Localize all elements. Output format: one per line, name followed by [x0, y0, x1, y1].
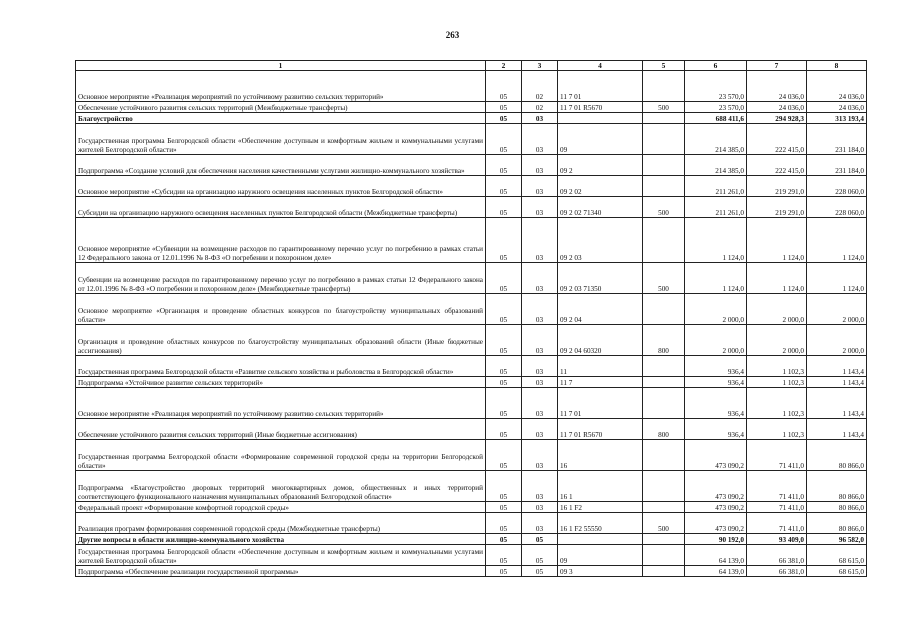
row-name: Реализация программ формирования современной городской среды (Межбюджетные трансферты)	[76, 513, 486, 534]
expense-type-code	[643, 113, 685, 124]
subsection-code: 03	[522, 197, 558, 218]
amount-col7: 1 124,0	[747, 218, 807, 263]
table-row	[76, 502, 867, 513]
target-article-code: 09	[558, 124, 643, 155]
amount-col7: 71 411,0	[747, 502, 807, 513]
amount-col6: 211 261,0	[685, 176, 747, 197]
target-article-code: 09 2 04	[558, 294, 643, 325]
amount-col6: 1 124,0	[685, 263, 747, 294]
subsection-code: 03	[522, 325, 558, 356]
table-row	[76, 155, 867, 176]
target-article-code: 11 7 01 R5670	[558, 102, 643, 113]
amount-col6: 473 090,2	[685, 502, 747, 513]
table-row	[76, 440, 867, 471]
subsection-code: 03	[522, 377, 558, 388]
amount-col6: 936,4	[685, 419, 747, 440]
section-code: 05	[486, 534, 522, 545]
expense-type-code	[643, 71, 685, 102]
amount-col6: 936,4	[685, 356, 747, 377]
subsection-code: 03	[522, 356, 558, 377]
subsection-code: 03	[522, 388, 558, 419]
page-number: 263	[445, 30, 460, 40]
target-article-code: 11 7 01	[558, 71, 643, 102]
col-header: 3	[522, 61, 558, 71]
amount-col8: 68 615,0	[807, 545, 867, 566]
amount-col8: 2 000,0	[807, 325, 867, 356]
amount-col6: 2 000,0	[685, 294, 747, 325]
table-row	[76, 513, 867, 534]
amount-col6: 473 090,2	[685, 471, 747, 502]
target-article-code: 11 7 01 R5670	[558, 419, 643, 440]
expense-type-code: 500	[643, 197, 685, 218]
amount-col8: 231 184,0	[807, 155, 867, 176]
row-name: Основное мероприятие «Субсидии на организацию наружного освещения населенных пунктов Белгородской области»	[76, 176, 486, 197]
target-article-code: 09 2 02 71340	[558, 197, 643, 218]
table-row	[76, 176, 867, 197]
section-code: 05	[486, 71, 522, 102]
expense-type-code	[643, 440, 685, 471]
target-article-code	[558, 113, 643, 124]
table-row	[76, 419, 867, 440]
amount-col7: 294 928,3	[747, 113, 807, 124]
subsection-code: 03	[522, 263, 558, 294]
table-row	[76, 102, 867, 113]
row-name: Подпрограмма «Устойчивое развитие сельских территорий»	[76, 377, 486, 388]
expense-type-code	[643, 377, 685, 388]
amount-col6: 64 139,0	[685, 545, 747, 566]
target-article-code: 09 3	[558, 566, 643, 577]
table-row	[76, 294, 867, 325]
amount-col7: 2 000,0	[747, 325, 807, 356]
amount-col7: 1 102,3	[747, 388, 807, 419]
row-name: Благоустройство	[76, 113, 486, 124]
amount-col7: 24 036,0	[747, 71, 807, 102]
table-body	[76, 71, 867, 577]
col-header: 7	[747, 61, 807, 71]
amount-col6: 1 124,0	[685, 218, 747, 263]
amount-col6: 473 090,2	[685, 440, 747, 471]
subsection-code: 03	[522, 513, 558, 534]
target-article-code: 09 2	[558, 155, 643, 176]
amount-col7: 93 409,0	[747, 534, 807, 545]
section-code: 05	[486, 102, 522, 113]
amount-col6: 473 090,2	[685, 513, 747, 534]
section-code: 05	[486, 377, 522, 388]
amount-col8: 1 143,4	[807, 356, 867, 377]
expense-type-code	[643, 155, 685, 176]
subsection-code: 05	[522, 566, 558, 577]
table-row	[76, 218, 867, 263]
amount-col7: 1 102,3	[747, 356, 807, 377]
expense-type-code	[643, 356, 685, 377]
col-header: 4	[558, 61, 643, 71]
row-name: Государственная программа Белгородской области «Формирование современной городской среды на территории Белгородской области»	[76, 440, 486, 471]
amount-col6: 214 385,0	[685, 124, 747, 155]
amount-col7: 1 102,3	[747, 419, 807, 440]
col-header: 6	[685, 61, 747, 71]
table-row	[76, 197, 867, 218]
expense-type-code: 500	[643, 263, 685, 294]
budget-table	[75, 60, 867, 577]
amount-col6: 214 385,0	[685, 155, 747, 176]
amount-col7: 24 036,0	[747, 102, 807, 113]
amount-col8: 1 124,0	[807, 218, 867, 263]
target-article-code: 09	[558, 545, 643, 566]
row-name: Основное мероприятие «Реализация мероприятий по устойчивому развитию сельских территорий»	[76, 71, 486, 102]
expense-type-code: 500	[643, 513, 685, 534]
amount-col7: 71 411,0	[747, 513, 807, 534]
amount-col7: 1 102,3	[747, 377, 807, 388]
subsection-code: 03	[522, 176, 558, 197]
target-article-code: 16 1 F2 55550	[558, 513, 643, 534]
row-name: Субвенции на возмещение расходов по гарантированному перечню услуг по погребению в рамках статьи 12 Федерального закона от 12.01.1996 № 8-ФЗ «О погребении и похоронном деле» (Межбюджетные трансферты)	[76, 263, 486, 294]
subsection-code: 05	[522, 534, 558, 545]
header-row	[76, 61, 867, 71]
row-name: Федеральный проект «Формирование комфортной городской среды»	[76, 502, 486, 513]
amount-col7: 71 411,0	[747, 471, 807, 502]
amount-col6: 23 570,0	[685, 71, 747, 102]
amount-col7: 219 291,0	[747, 197, 807, 218]
amount-col7: 71 411,0	[747, 440, 807, 471]
amount-col6: 936,4	[685, 388, 747, 419]
row-name: Организация и проведение областных конкурсов по благоустройству муниципальных образований области (Иные бюджетные ассигнования)	[76, 325, 486, 356]
target-article-code: 16 1 F2	[558, 502, 643, 513]
section-code: 05	[486, 325, 522, 356]
amount-col6: 211 261,0	[685, 197, 747, 218]
target-article-code	[558, 534, 643, 545]
amount-col7: 222 415,0	[747, 124, 807, 155]
table-row	[76, 534, 867, 545]
row-name: Основное мероприятие «Организация и проведение областных конкурсов по благоустройству муниципальных образований области»	[76, 294, 486, 325]
amount-col8: 24 036,0	[807, 102, 867, 113]
section-code: 05	[486, 263, 522, 294]
expense-type-code	[643, 566, 685, 577]
table-row	[76, 113, 867, 124]
section-code: 05	[486, 176, 522, 197]
section-code: 05	[486, 124, 522, 155]
table-row	[76, 545, 867, 566]
row-name: Другие вопросы в области жилищно-коммунального хозяйства	[76, 534, 486, 545]
target-article-code: 16 1	[558, 471, 643, 502]
row-name: Государственная программа Белгородской области «Обеспечение доступным и комфортным жильем и коммунальными услугами жителей Белгородской области»	[76, 545, 486, 566]
section-code: 05	[486, 502, 522, 513]
row-name: Обеспечение устойчивого развития сельских территорий (Межбюджетные трансферты)	[76, 102, 486, 113]
amount-col8: 80 866,0	[807, 502, 867, 513]
table-row	[76, 325, 867, 356]
row-name: Подпрограмма «Благоустройство дворовых территорий многоквартирных домов, общественных и иных территорий соответствующего функционального назначения муниципальных образований Белгородской области»	[76, 471, 486, 502]
table-row	[76, 71, 867, 102]
subsection-code: 03	[522, 155, 558, 176]
amount-col8: 80 866,0	[807, 440, 867, 471]
amount-col6: 64 139,0	[685, 566, 747, 577]
expense-type-code	[643, 124, 685, 155]
expense-type-code	[643, 388, 685, 419]
amount-col7: 66 381,0	[747, 566, 807, 577]
col-header: 8	[807, 61, 867, 71]
subsection-code: 02	[522, 102, 558, 113]
amount-col8: 1 143,4	[807, 419, 867, 440]
amount-col7: 219 291,0	[747, 176, 807, 197]
subsection-code: 05	[522, 545, 558, 566]
amount-col6: 90 192,0	[685, 534, 747, 545]
amount-col8: 313 193,4	[807, 113, 867, 124]
table-row	[76, 124, 867, 155]
amount-col8: 80 866,0	[807, 471, 867, 502]
table-row	[76, 388, 867, 419]
expense-type-code	[643, 471, 685, 502]
table-row	[76, 263, 867, 294]
amount-col8: 228 060,0	[807, 197, 867, 218]
target-article-code: 09 2 04 60320	[558, 325, 643, 356]
amount-col8: 80 866,0	[807, 513, 867, 534]
target-article-code: 09 2 02	[558, 176, 643, 197]
row-name: Подпрограмма «Обеспечение реализации государственной программы»	[76, 566, 486, 577]
subsection-code: 03	[522, 502, 558, 513]
section-code: 05	[486, 356, 522, 377]
expense-type-code	[643, 502, 685, 513]
table-row	[76, 566, 867, 577]
row-name: Основное мероприятие «Реализация мероприятий по устойчивому развитию сельских территорий»	[76, 388, 486, 419]
row-name: Основное мероприятие «Субвенции на возмещение расходов по гарантированному перечню услуг по погребению в рамках статьи 12 Федерального закона от 12.01.1996 № 8-ФЗ «О погребении и похоронном деле»	[76, 218, 486, 263]
section-code: 05	[486, 513, 522, 534]
table-row	[76, 377, 867, 388]
target-article-code: 09 2 03 71350	[558, 263, 643, 294]
subsection-code: 02	[522, 71, 558, 102]
target-article-code: 11 7 01	[558, 388, 643, 419]
section-code: 05	[486, 419, 522, 440]
amount-col7: 2 000,0	[747, 294, 807, 325]
subsection-code: 03	[522, 113, 558, 124]
amount-col8: 228 060,0	[807, 176, 867, 197]
section-code: 05	[486, 113, 522, 124]
expense-type-code: 800	[643, 419, 685, 440]
subsection-code: 03	[522, 218, 558, 263]
subsection-code: 03	[522, 124, 558, 155]
table-row	[76, 471, 867, 502]
target-article-code: 11 7	[558, 377, 643, 388]
target-article-code: 09 2 03	[558, 218, 643, 263]
expense-type-code	[643, 545, 685, 566]
subsection-code: 03	[522, 440, 558, 471]
section-code: 05	[486, 197, 522, 218]
expense-type-code: 500	[643, 102, 685, 113]
amount-col6: 2 000,0	[685, 325, 747, 356]
table-row	[76, 356, 867, 377]
amount-col8: 2 000,0	[807, 294, 867, 325]
amount-col7: 66 381,0	[747, 545, 807, 566]
section-code: 05	[486, 388, 522, 419]
expense-type-code: 800	[643, 325, 685, 356]
amount-col8: 24 036,0	[807, 71, 867, 102]
amount-col6: 688 411,6	[685, 113, 747, 124]
target-article-code: 11	[558, 356, 643, 377]
section-code: 05	[486, 471, 522, 502]
amount-col8: 1 124,0	[807, 263, 867, 294]
row-name: Государственная программа Белгородской области «Развитие сельского хозяйства и рыболовства в Белгородской области»	[76, 356, 486, 377]
subsection-code: 03	[522, 471, 558, 502]
subsection-code: 03	[522, 419, 558, 440]
row-name: Субсидии на организацию наружного освещения населенных пунктов Белгородской области (Межбюджетные трансферты)	[76, 197, 486, 218]
row-name: Обеспечение устойчивого развития сельских территорий (Иные бюджетные ассигнования)	[76, 419, 486, 440]
col-header: 5	[643, 61, 685, 71]
row-name: Подпрограмма «Создание условий для обеспечения населения качественными услугами жилищно-коммунального хозяйства»	[76, 155, 486, 176]
amount-col7: 222 415,0	[747, 155, 807, 176]
section-code: 05	[486, 545, 522, 566]
section-code: 05	[486, 566, 522, 577]
section-code: 05	[486, 218, 522, 263]
expense-type-code	[643, 294, 685, 325]
amount-col8: 68 615,0	[807, 566, 867, 577]
amount-col8: 1 143,4	[807, 388, 867, 419]
amount-col8: 231 184,0	[807, 124, 867, 155]
expense-type-code	[643, 176, 685, 197]
section-code: 05	[486, 155, 522, 176]
expense-type-code	[643, 534, 685, 545]
subsection-code: 03	[522, 294, 558, 325]
row-name: Государственная программа Белгородской области «Обеспечение доступным и комфортным жильем и коммунальными услугами жителей Белгородской области»	[76, 124, 486, 155]
amount-col7: 1 124,0	[747, 263, 807, 294]
amount-col6: 936,4	[685, 377, 747, 388]
target-article-code: 16	[558, 440, 643, 471]
col-header: 2	[486, 61, 522, 71]
section-code: 05	[486, 440, 522, 471]
amount-col6: 23 570,0	[685, 102, 747, 113]
col-header: 1	[76, 61, 486, 71]
amount-col8: 96 582,0	[807, 534, 867, 545]
section-code: 05	[486, 294, 522, 325]
amount-col8: 1 143,4	[807, 377, 867, 388]
expense-type-code	[643, 218, 685, 263]
